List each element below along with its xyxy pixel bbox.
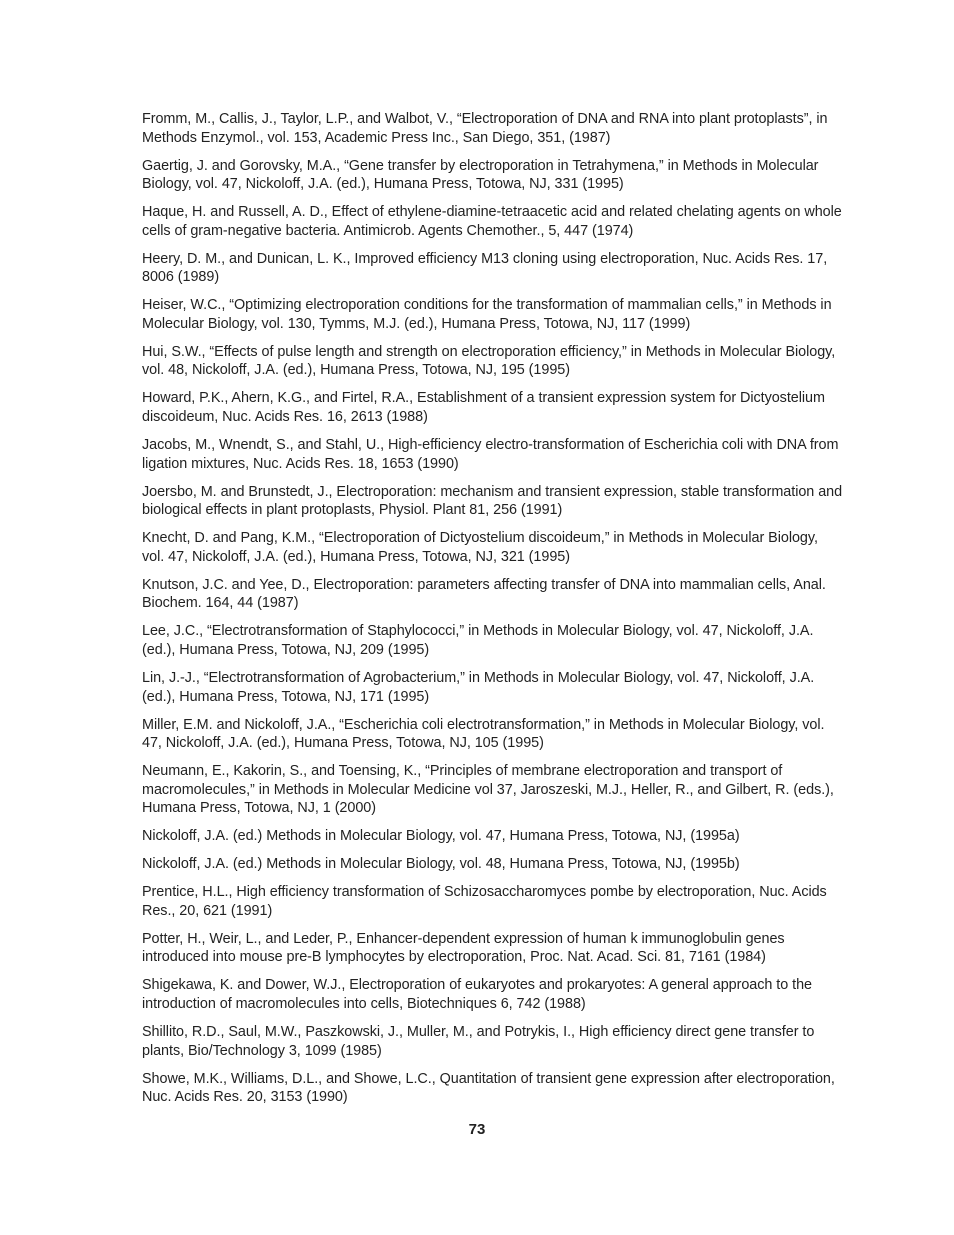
- reference-item: Gaertig, J. and Gorovsky, M.A., “Gene transfer by electroporation in Tetrahymena,” in Methods in Molecular Biology, vol. 47, Nickoloff, J.A. (ed.), Humana Press, Totowa, NJ, 331 (1995): [142, 157, 819, 193]
- reference-item: Knutson, J.C. and Yee, D., Electroporation: parameters affecting transfer of DNA into mammalian cells, Anal. Biochem. 164, 44 (1987): [142, 576, 826, 612]
- reference-item: Nickoloff, J.A. (ed.) Methods in Molecular Biology, vol. 47, Humana Press, Totowa, NJ, (1995a): [142, 828, 740, 845]
- reference-item: Heery, D. M., and Dunican, L. K., Improved efficiency M13 cloning using electroporation, Nuc. Acids Res. 17, 8006 (1989): [142, 250, 828, 286]
- reference-item: Potter, H., Weir, L., and Leder, P., Enhancer-dependent expression of human k immunoglobulin genes introduced into mouse pre-B lymphocytes by electroporation, Proc. Nat. Acad. Sci. 81, 7161 (1984): [142, 930, 785, 966]
- reference-item: Shillito, R.D., Saul, M.W., Paszkowski, J., Muller, M., and Potrykis, I., High efficiency direct gene transfer to plants, Bio/Technology 3, 1099 (1985): [142, 1023, 815, 1059]
- reference-item: Prentice, H.L., High efficiency transformation of Schizosaccharomyces pombe by electroporation, Nuc. Acids Res., 20, 621 (1991): [142, 884, 827, 919]
- reference-item: Miller, E.M. and Nickoloff, J.A., “Escherichia coli electrotransformation,” in Methods in Molecular Biology, vol. 47, Nickoloff, J.A. (ed.), Humana Press, Totowa, NJ, 105 (1995): [142, 716, 825, 752]
- reference-item: Lee, J.C., “Electrotransformation of Staphylococci,” in Methods in Molecular Biology, vol. 47, Nickoloff, J.A. (ed.), Humana Press, Totowa, NJ, 209 (1995): [142, 623, 814, 658]
- page-number: 73: [468, 1121, 486, 1138]
- reference-item: Nickoloff, J.A. (ed.) Methods in Molecular Biology, vol. 48, Humana Press, Totowa, NJ, (1995b): [142, 856, 740, 873]
- reference-item: Fromm, M., Callis, J., Taylor, L.P., and Walbot, V., “Electroporation of DNA and RNA into plant protoplasts”, in Methods Enzymol., vol. 153, Academic Press Inc., San Diego, 351, (1987): [142, 111, 828, 146]
- reference-item: Jacobs, M., Wnendt, S., and Stahl, U., High-efficiency electro-transformation of Escherichia coli with DNA from ligation mixtures, Nuc. Acids Res. 18, 1653 (1990): [142, 437, 839, 472]
- reference-item: Lin, J.-J., “Electrotransformation of Agrobacterium,” in Methods in Molecular Biology, vol. 47, Nickoloff, J.A. (ed.), Humana Press, Totowa, NJ, 171 (1995): [142, 669, 815, 705]
- reference-item: Knecht, D. and Pang, K.M., “Electroporation of Dictyostelium discoideum,” in Methods in Molecular Biology, vol. 47, Nickoloff, J.A. (ed.), Humana Press, Totowa, NJ, 321 (1995): [142, 530, 818, 565]
- reference-item: Howard, P.K., Ahern, K.G., and Firtel, R.A., Establishment of a transient expression system for Dictyostelium discoideum, Nuc. Acids Res. 16, 2613 (1988): [142, 390, 825, 426]
- reference-item: Neumann, E., Kakorin, S., and Toensing, K., “Principles of membrane electroporation and transport of macromolecules,” in Methods in Molecular Medicine vol 37, Jaroszeski, M.J., Heller, R., and Gilbert, R. (eds.), Humana Press, Totowa, NJ, 1 (2000): [142, 763, 834, 817]
- reference-item: Heiser, W.C., “Optimizing electroporation conditions for the transformation of mammalian cells,” in Methods in Molecular Biology, vol. 130, Tymms, M.J. (ed.), Humana Press, Totowa, NJ, 117 (1999): [142, 297, 832, 332]
- reference-item: Joersbo, M. and Brunstedt, J., Electroporation: mechanism and transient expression, stable transformation and biological effects in plant protoplasts, Physiol. Plant 81, 256 (1991): [142, 483, 843, 519]
- reference-list: [142, 110, 844, 1116]
- reference-item: Hui, S.W., “Effects of pulse length and strength on electroporation efficiency,” in Methods in Molecular Biology, vol. 48, Nickoloff, J.A. (ed.), Humana Press, Totowa, NJ, 195 (1995): [142, 343, 836, 379]
- reference-item: Showe, M.K., Williams, D.L., and Showe, L.C., Quantitation of transient gene expression after electroporation, Nuc. Acids Res. 20, 3153 (1990): [142, 1070, 835, 1106]
- reference-item: Shigekawa, K. and Dower, W.J., Electroporation of eukaryotes and prokaryotes: A general approach to the introduction of macromolecules into cells, Biotechniques 6, 742 (1988): [142, 977, 813, 1012]
- reference-item: Haque, H. and Russell, A. D., Effect of ethylene-diamine-tetraacetic acid and related chelating agents on whole cells of gram-negative bacteria. Antimicrob. Agents Chemother., 5, 447 (1974): [142, 204, 842, 239]
